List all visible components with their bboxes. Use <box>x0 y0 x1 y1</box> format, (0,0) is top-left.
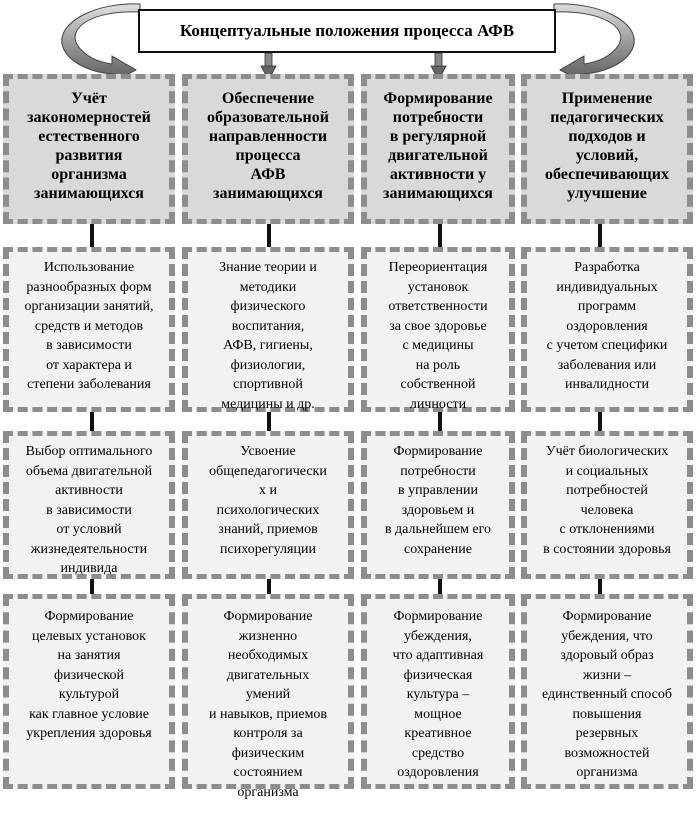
column-1-item-2-text: Выбор оптимального объема двигательной активности в зависимости от условий жизнедеятельности индивида <box>25 444 153 576</box>
column-2-header <box>182 74 354 224</box>
column-1-header-text: Учёт закономерностей естественного развития организма занимающихся <box>27 90 151 202</box>
column-4-item-2-text: Учёт биологических и социальных потребностей человека с отклонениями в состоянии здоровья <box>543 444 671 557</box>
column-3-item-3-text: Формирование убеждения, что адаптивная физическая культура – мощное креативное средство оздоровления <box>392 609 484 780</box>
column-1-item-3 <box>3 594 175 789</box>
column-4-item-1-text: Разработка индивидуальных программ оздоровления с учетом специфики заболевания или инвалидности <box>546 260 668 392</box>
column-1-item-1 <box>3 247 175 412</box>
column-3-item-2-text: Формирование потребности в управлении здоровьем и в дальнейшем его сохранение <box>384 444 492 557</box>
column-4-header <box>521 74 693 224</box>
column-4-item-2 <box>521 431 693 579</box>
column-1-item-3-text: Формирование целевых установок на занятия физической культурой как главное условие укрепления здоровья <box>26 609 152 741</box>
column-3-item-1-text: Переориентация установок ответственности за свое здоровье с медицины на роль собственной личности <box>388 260 488 412</box>
column-2-item-1-text: Знание теории и методики физического воспитания, АФВ, гигиены, физиологии, спортивной медицины и др. <box>219 260 317 412</box>
column-1-item-2 <box>3 431 175 579</box>
column-2-item-1 <box>182 247 354 412</box>
column-2-header-text: Обеспечение образовательной направленности процесса АФВ занимающихся <box>207 90 329 202</box>
column-4-item-3 <box>521 594 693 789</box>
column-3-item-2 <box>361 431 515 579</box>
column-1-header <box>3 74 175 224</box>
column-3-item-3 <box>361 594 515 789</box>
column-3-header <box>361 74 515 224</box>
column-2-item-2 <box>182 431 354 579</box>
left-curved-arrow <box>62 4 140 82</box>
column-4-item-3-text: Формирование убеждения, что здоровый образ жизни – единственный способ повышения резервных возможностей организма <box>542 609 672 780</box>
diagram-title: Концептуальные положения процесса АФВ <box>138 9 556 53</box>
column-2-item-3 <box>182 594 354 800</box>
column-2-item-2-text: Усвоение общепедагогически х и психологических знаний, приемов психорегуляции <box>209 444 327 557</box>
column-3-header-text: Формирование потребности в регулярной двигательной активности у занимающихся <box>383 90 493 202</box>
column-4-header-text: Применение педагогических подходов и условий, обеспечивающих улучшение <box>545 90 669 202</box>
column-1-item-1-text: Использование разнообразных форм организации занятий, средств и методов в зависимости от характера и степени заболевания <box>24 260 154 392</box>
column-2-item-3-text: Формирование жизненно необходимых двигательных умений и навыков, приемов контроля за физическим состоянием организма <box>208 609 328 800</box>
right-curved-arrow <box>554 4 634 82</box>
column-3-item-1 <box>361 247 515 412</box>
column-4-item-1 <box>521 247 693 412</box>
